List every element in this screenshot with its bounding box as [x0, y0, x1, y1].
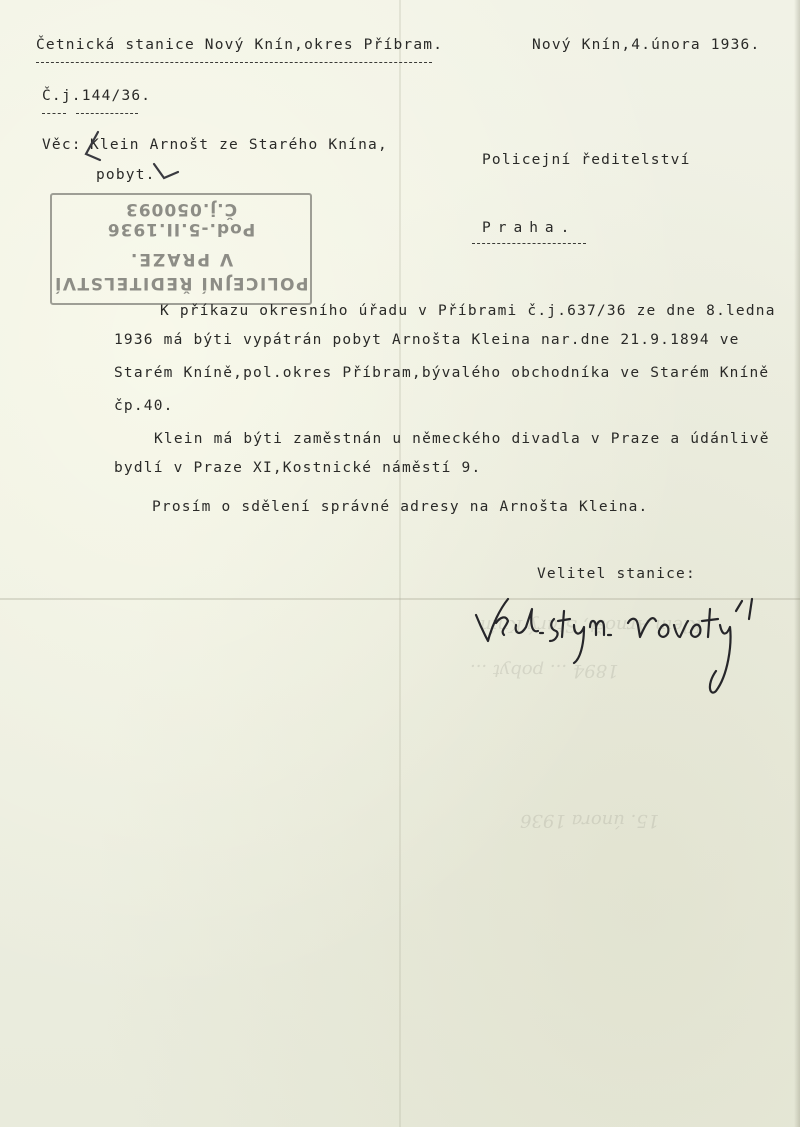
bleed-through-text: 15. února 1936	[520, 810, 660, 831]
subject-line-1: Klein Arnošt ze Starého Knína,	[90, 137, 388, 153]
addressee-underline	[472, 243, 586, 244]
reference-underline-2	[76, 113, 138, 114]
body-line-5: Klein má býti zaměstnán u německého divadla v Praze a údánlivě	[154, 431, 770, 447]
stamp-line-2: V PRAZE.	[128, 249, 234, 269]
paper-edge	[794, 0, 800, 1127]
body-line-2: 1936 má býti vypátrán pobyt Arnošta Kleina nar.dne 21.9.1894 ve	[114, 332, 740, 348]
stamp-line-3: Pod.-5.II.1936 Č.j.050093	[106, 199, 256, 239]
pencil-mark-icon	[80, 128, 190, 198]
body-line-1: K příkazu okresního úřadu v Příbrami č.j.637/36 ze dne 8.ledna	[160, 303, 776, 319]
signature-title: Velitel stanice:	[537, 566, 696, 582]
handwritten-signature	[470, 575, 770, 705]
body-line-6: bydlí v Praze XI,Kostnické náměstí 9.	[114, 460, 482, 476]
addressee-line-1: Policejní ředitelství	[482, 152, 691, 168]
place-date: Nový Knín,4.února 1936.	[532, 37, 761, 53]
stamp-line-1: POLICEJNÍ ŘEDITELSTVÍ	[53, 273, 309, 293]
body-line-4: čp.40.	[114, 398, 174, 414]
body-line-7: Prosím o sdělení správné adresy na Arnošta Kleina.	[152, 499, 649, 515]
reference-underline-1	[42, 113, 66, 114]
bleed-through-text: Klein Arnošt, Starý Knín	[480, 615, 703, 636]
reference-number: Č.j.144/36.	[42, 88, 152, 104]
subject-label: Věc:	[42, 137, 82, 153]
subject-line-2: pobyt.	[96, 167, 156, 183]
received-stamp	[50, 193, 312, 305]
station-header: Četnická stanice Nový Knín,okres Příbram.	[36, 37, 444, 53]
header-underline	[36, 62, 432, 63]
addressee-line-2: Praha.	[482, 220, 577, 236]
paper-fold-vertical	[399, 0, 401, 1127]
bleed-through-text: 1894 ... pobyt ...	[470, 660, 619, 681]
body-line-3: Starém Kníně,pol.okres Příbram,bývalého obchodníka ve Starém Kníně	[114, 365, 770, 381]
